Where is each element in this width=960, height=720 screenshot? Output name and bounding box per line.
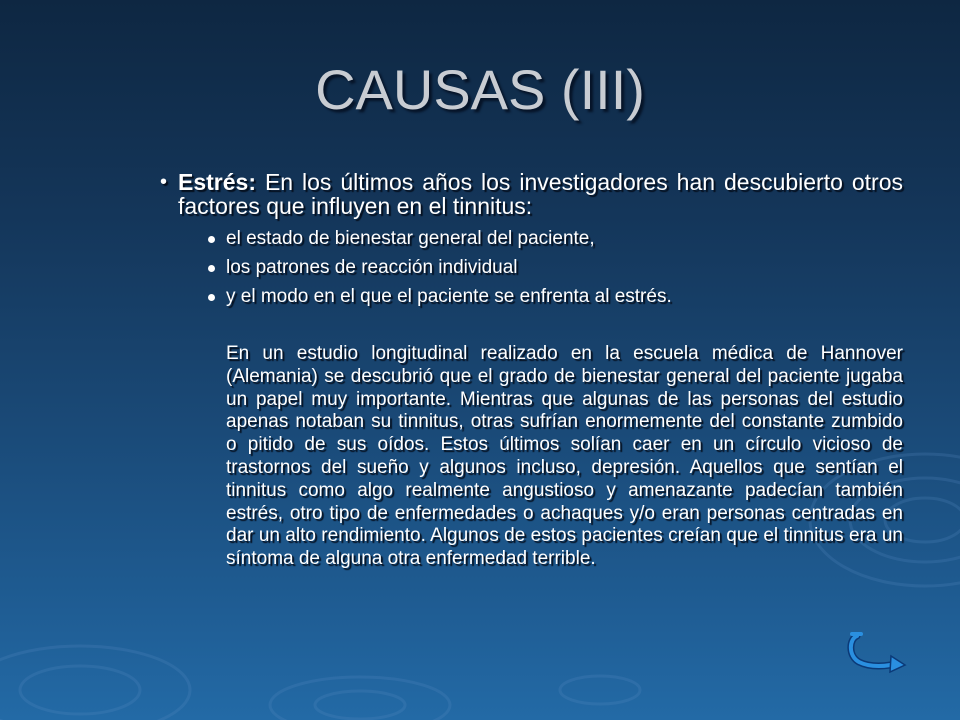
sub-bullet-item [204, 258, 903, 278]
slide-title: CAUSAS (III) [315, 58, 645, 121]
slide-content [158, 170, 903, 571]
main-bullet-text [178, 169, 903, 219]
sub-bullet-item [204, 287, 903, 307]
sub-bullet-list [204, 229, 903, 307]
return-arrow-icon [845, 630, 907, 674]
sub-bullet-icon [208, 294, 215, 301]
main-bullet-item [158, 170, 903, 218]
return-button[interactable] [845, 630, 907, 674]
main-bullet-term: Estrés: [178, 169, 256, 195]
sub-bullet-icon [208, 265, 215, 272]
bullet-icon: • [160, 171, 168, 193]
main-bullet-body: En los últimos años los investigadores han descubierto otros factores que influyen en el tinnitus: [178, 169, 903, 219]
sub-bullet-item [204, 229, 903, 249]
sub-bullet-text: el estado de bienestar general del paciente, [226, 228, 595, 249]
body-paragraph: En un estudio longitudinal realizado en la escuela médica de Hannover (Alemania) se descubrió que el grado de bienestar general del paciente jugaba un papel muy importante. Mientras que algunas de las personas del estudio apenas notaban su tinnitus, otras sufrían enormemente del constante zumbido o pitido de sus oídos. Estos últimos solían caer en un círculo vicioso de trastornos del sueño y algunos incluso, depresión. Aquellos que sentían el tinnitus como algo realmente angustioso y amenazante padecían también estrés, otro tipo de enfermedades o achaques y/o eran personas centradas en dar un alto rendimiento. Algunos de estos pacientes creían que el tinnitus era un síntoma de alguna otra enfermedad terrible. [226, 343, 903, 570]
sub-bullet-text: los patrones de reacción individual [226, 257, 518, 278]
sub-bullet-icon [208, 236, 215, 243]
sub-bullet-text: y el modo en el que el paciente se enfrenta al estrés. [226, 286, 672, 307]
